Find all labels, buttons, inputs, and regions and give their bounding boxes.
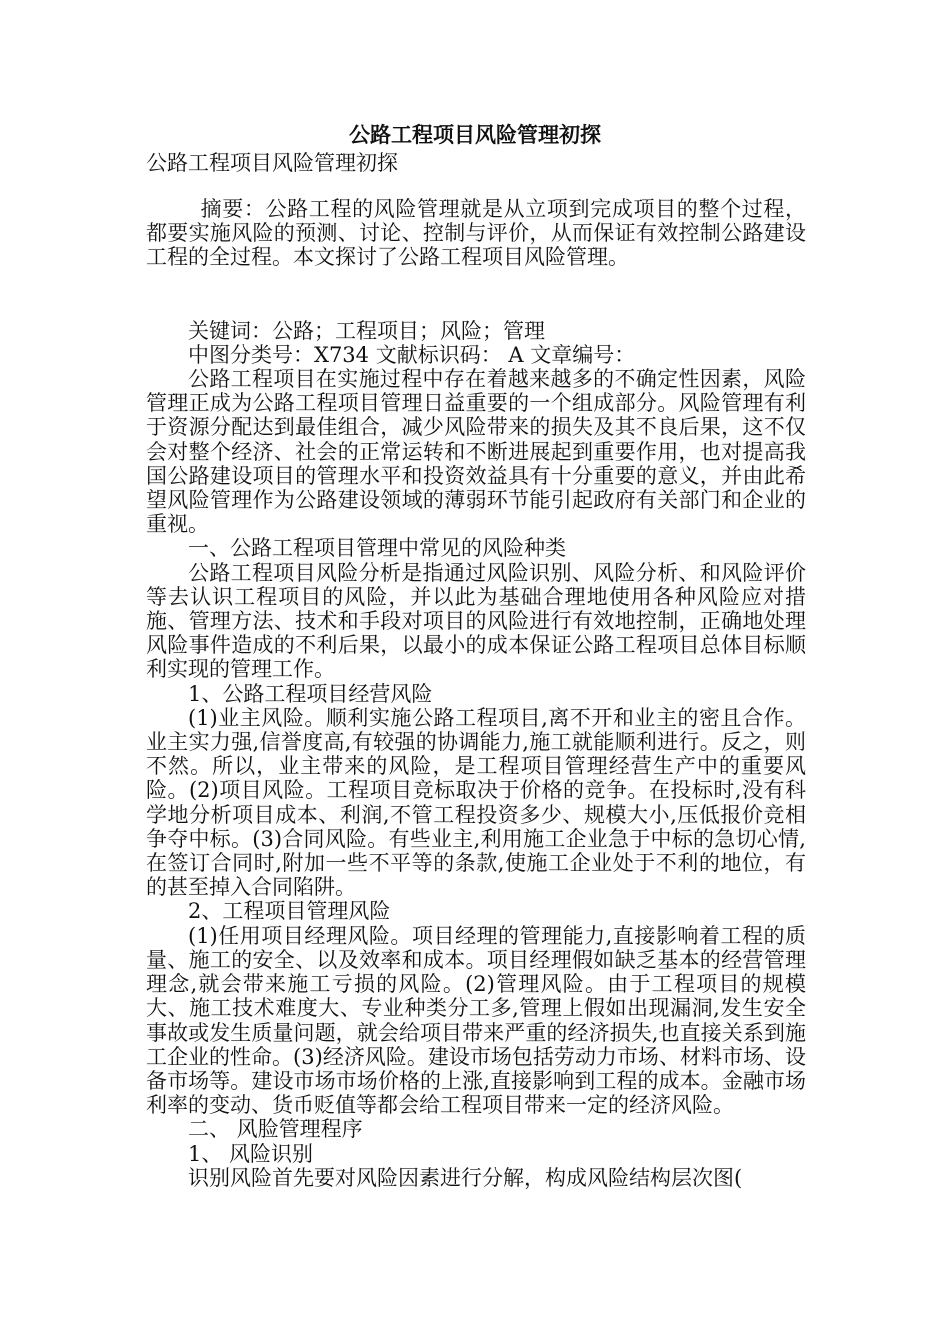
subsection-heading: 1、 风险识别 (188, 1141, 314, 1166)
document-title: 公路工程项目风险管理初探 (349, 122, 601, 147)
subsection-heading: 2、工程项目管理风险 (188, 899, 391, 924)
spacer (146, 270, 806, 319)
document-body (146, 197, 806, 1190)
body-paragraph: (1)任用项目经理风险。项目经理的管理能力,直接影响着工程的质量、施工的安全、以及效率和成本。项目经理假如缺乏基本的经营管理理念,就会带来施工亏损的风险。(2)管理风险。由于工程项目的规模大、施工技术难度大、专业种类分工多,管理上假如出现漏洞,发生安全事故或发生质量问题，就会给项目带来严重的经济损失,也直接关系到施工企业的性命。(3)经济风险。建设市场包括劳动力市场、材料市场、设备市场等。建设市场市场价格的上涨,直接影响到工程的成本。金融市场利率的变动、货币贬值等都会给工程项目带来一定的经济风险。 (146, 923, 806, 1118)
classification-line: 中图分类号：X734 文献标识码： A 文章编号： (188, 342, 636, 367)
subsection-heading: 1、公路工程项目经营风险 (188, 681, 433, 706)
body-paragraph: 识别风险首先要对风险因素进行分解，构成风险结构层次图( (188, 1165, 743, 1190)
body-paragraph: 公路工程项目在实施过程中存在着越来越多的不确定性因素，风险管理正成为公路工程项目管理日益重要的一个组成部分。风险管理有利于资源分配达到最佳组合，减少风险带来的损失及其不良后果，这不仅会对整个经济、社会的正常运转和不断进展起到重要作用，也对提高我国公路建设项目的管理水平和投资效益具有十分重要的意义，并由此希望风险管理作为公路建设领域的薄弱环节能引起政府有关部门和企业的重视。 (146, 367, 806, 537)
section-heading: 一、公路工程项目管理中常见的风险种类 (188, 536, 566, 561)
abstract-paragraph: 摘要：公路工程的风险管理就是从立项到完成项目的整个过程，都要实施风险的预测、讨论、控制与评价，从而保证有效控制公路建设工程的全过程。本文探讨了公路工程项目风险管理。 (146, 197, 806, 270)
keywords-line: 关键词：公路；工程项目；风险；管理 (188, 318, 545, 343)
body-paragraph: 公路工程项目风险分析是指通过风险识别、风险分析、和风险评价等去认识工程项目的风险，并以此为基础合理地使用各种风险应对措施、管理方法、技术和手段对项目的风险进行有效地控制，正确地处理风险事件造成的不利后果，以最小的成本保证公路工程项目总体目标顺利实现的管理工作。 (146, 560, 806, 682)
body-paragraph: (1)业主风险。顺利实施公路工程项目,离不开和业主的密且合作。业主实力强,信誉度高,有较强的协调能力,施工就能顺利进行。反之，则不然。所以，业主带来的风险，是工程项目管理经营生产中的重要风险。(2)项目风险。工程项目竞标取决于价格的竞争。在投标时,没有科学地分析项目成本、利润,不管工程投资多少、规模大小,压低报价竞相争夺中标。(3)合同风险。有些业主,利用施工企业急于中标的急切心情,在签订合同时,附加一些不平等的条款,使施工企业处于不利的地位，有的甚至掉入合同陷阱。 (146, 705, 806, 900)
document-subtitle: 公路工程项目风险管理初探 (146, 151, 398, 175)
section-heading: 二、 风脸管理程序 (188, 1117, 363, 1142)
